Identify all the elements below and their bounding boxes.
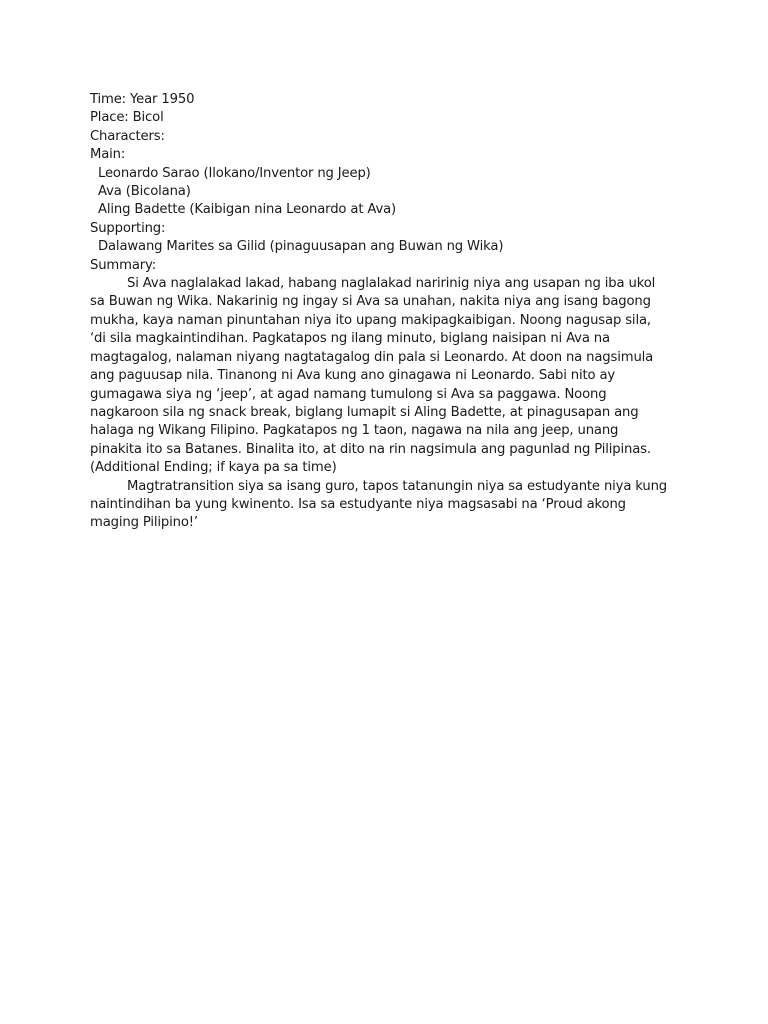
place-line: Place: Bicol xyxy=(90,110,164,126)
additional-ending-heading: (Additional Ending; if kaya pa sa time) xyxy=(90,460,337,476)
supporting-heading: Supporting: xyxy=(90,220,166,236)
document-body xyxy=(90,91,690,533)
main-character-2: Ava (Bicolana) xyxy=(98,184,191,200)
additional-ending-paragraph: Magtratransition siya sa isang guro, tapos tatanungin niya sa estudyante niya kung naintindihan ba yung kwinento. Isa sa estudyante niya magsasabi na ‘Proud akong maging Pilipino!’ xyxy=(90,478,668,531)
characters-heading: Characters: xyxy=(90,128,165,144)
time-line: Time: Year 1950 xyxy=(90,92,195,107)
main-heading: Main: xyxy=(90,147,126,163)
summary-paragraph: Si Ava naglalakad lakad, habang naglalakad naririnig niya ang usapan ng iba ukol sa Buwan ng Wika. Nakarinig ng ingay si Ava sa unahan, nakita niya ang isang bagong mukha, kaya naman pinuntahan niya ito upang makipagkaibigan. Noong nagusap sila, ‘di sila magkaintindihan. Pagkatapos ng ilang minuto, biglang naisipan ni Ava na magtagalog, nalaman niyang nagtatagalog din pala si Leonardo. At doon na nagsimula ang paguusap nila. Tinanong ni Ava kung ano ginagawa ni Leonardo. Sabi nito ay gumagawa siya ng ‘jeep’, at agad namang tumulong si Ava sa paggawa. Noong nagkaroon sila ng snack break, biglang lumapit si Aling Badette, at pinagusapan ang halaga ng Wikang Filipino. Pagkatapos ng 1 taon, nagawa na nila ang jeep, unang pinakita ito sa Batanes. Binalita ito, at dito na rin nagsimula ang pagunlad ng Pilipinas. xyxy=(90,276,656,457)
supporting-character-1: Dalawang Marites sa Gilid (pinaguusapan ang Buwan ng Wika) xyxy=(98,239,504,255)
summary-heading: Summary: xyxy=(90,257,157,273)
main-character-3: Aling Badette (Kaibigan nina Leonardo at Ava) xyxy=(98,202,397,218)
main-character-1: Leonardo Sarao (Ilokano/Inventor ng Jeep) xyxy=(98,165,371,181)
